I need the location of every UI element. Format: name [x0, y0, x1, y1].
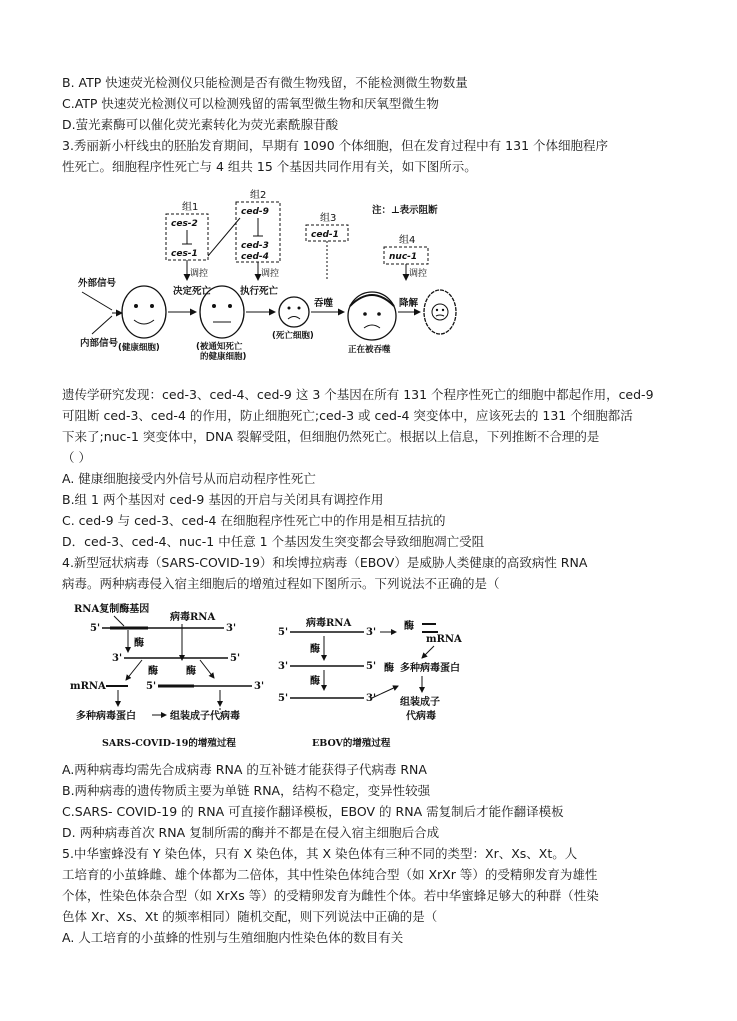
q3-option-d: D．ced-3、ced-4、nuc-1 中任意 1 个基因发生突变都会导致细胞凋亡受阻	[62, 534, 485, 549]
q5-stem-line-3: 个体，性染色体杂合型（如 XrXs 等）的受精卵发育为雌性个体。若中华蜜蜂足够大的种群（性染	[62, 888, 599, 903]
ebov-3prime-mid: 3'	[278, 661, 289, 672]
sars-enzyme-2: 酶	[148, 666, 158, 677]
sars-5prime-top: 5'	[90, 623, 101, 634]
sars-enzyme-3: 酶	[186, 666, 196, 677]
engulfing-cell	[348, 292, 396, 340]
ebov-assemble-line-1: 组装成子	[400, 697, 440, 708]
ebov-replication-diagram	[272, 600, 482, 752]
q3-para-line-1: 遗传学研究发现：ced-3、ced-4、ced-9 这 3 个基因在所有 131 个程序性死亡的细胞中都起作用，ced-9	[62, 387, 654, 402]
ebov-5prime-top: 5'	[278, 627, 289, 638]
group2-label: 组2	[250, 190, 267, 201]
degrade-label: 降解	[399, 298, 419, 309]
decide-death-label: 决定死亡	[173, 286, 212, 297]
q5-stem-line-1: 5.中华蜜蜂没有 Y 染色体，只有 X 染色体，其 X 染色体有三种不同的类型：Xr、Xs、Xt。人	[62, 846, 578, 861]
ebov-5prime-mid: 5'	[366, 661, 377, 672]
ebov-enzyme-right: 酶	[404, 621, 414, 632]
rdrp-gene-label: RNA复制酶基因	[74, 604, 150, 615]
ebov-enzyme-1: 酶	[310, 644, 320, 655]
sars-5prime-bottom: 5'	[146, 681, 157, 692]
gene-ces2: ces-2	[171, 219, 198, 229]
sars-replication-diagram	[66, 600, 276, 752]
ebov-caption: EBOV的增殖过程	[312, 738, 391, 749]
ebov-3prime-bottom: 3'	[366, 693, 377, 704]
q3-para-line-3: 下来了;nuc-1 突变体中，DNA 裂解受阻，但细胞仍然死亡。根据以上信息，下列推断不合理的是	[62, 429, 600, 444]
q2-option-c: C.ATP 快速荧光检测仪可以检测残留的需氧型微生物和厌氧型微生物	[62, 96, 439, 111]
sars-caption: SARS-COVID-19的增殖过程	[102, 738, 236, 749]
notified-cell-caption-1: (被通知死亡	[196, 342, 243, 352]
group1-label: 组1	[182, 202, 199, 213]
q5-stem-line-4: 色体 Xr、Xs、Xt 的频率相同）随机交配，则下列说法中正确的是（	[62, 909, 438, 924]
q3-answer-paren: （ ）	[62, 450, 91, 465]
q2-option-d: D.萤光素酶可以催化荧光素转化为荧光素酰腺苷酸	[62, 117, 339, 132]
being-engulfed-caption: 正在被吞噬	[348, 345, 391, 355]
gene-ces1: ces-1	[171, 249, 198, 259]
sars-3prime-bottom: 3'	[254, 681, 265, 692]
ebov-3prime-top: 3'	[366, 627, 377, 638]
ebov-proteins-label: 多种病毒蛋白	[400, 663, 460, 674]
q2-option-b: B. ATP 快速荧光检测仪只能检测是否有微生物残留，不能检测微生物数量	[62, 75, 468, 90]
sars-viral-rna-label: 病毒RNA	[170, 612, 216, 623]
sars-3prime-mid: 3'	[112, 653, 123, 664]
sars-3prime-top: 3'	[226, 623, 237, 634]
q3-stem-line-1: 3.秀丽新小杆线虫的胚胎发育期间，早期有 1090 个体细胞，但在发育过程中有 131 个体细胞程序	[62, 138, 608, 153]
sars-proteins-label: 多种病毒蛋白	[76, 711, 136, 722]
dead-cell-caption: (死亡细胞)	[272, 331, 314, 341]
q3-option-c: C. ced-9 与 ced-3、ced-4 在细胞程序性死亡中的作用是相互拮抗的	[62, 513, 446, 528]
gene-ced1: ced-1	[311, 230, 339, 240]
group4-label: 组4	[399, 235, 416, 246]
regulate-label-1: 调控	[190, 269, 209, 279]
notified-cell-caption-2: 的健康细胞)	[200, 352, 247, 360]
q3-option-a: A. 健康细胞接受内外信号从而启动程序性死亡	[62, 471, 316, 486]
gene-nuc1: nuc-1	[389, 252, 418, 262]
q4-stem-line-2: 病毒。两种病毒侵入宿主细胞后的增殖过程如下图所示。下列说法不正确的是（	[62, 576, 500, 591]
q5-option-a: A. 人工培育的小茧蜂的性别与生殖细胞内性染色体的数目有关	[62, 930, 404, 945]
external-signal-label: 外部信号	[78, 278, 117, 289]
q4-stem-line-1: 4.新型冠状病毒（SARS-COVID-19）和埃博拉病毒（EBOV）是威胁人类健康的高致病性 RNA	[62, 555, 588, 570]
internal-signal-label: 内部信号	[80, 338, 119, 349]
q4-option-b: B.两种病毒的遗传物质主要为单链 RNA，结构不稳定，变异性较强	[62, 783, 431, 798]
sars-5prime-mid: 5'	[230, 653, 241, 664]
ebov-mrna-label: mRNA	[426, 634, 462, 645]
execute-death-label: 执行死亡	[240, 286, 279, 297]
q4-option-c: C.SARS- COVID-19 的 RNA 可直接作翻译模板，EBOV 的 RNA 需复制后才能作翻译模板	[62, 804, 564, 819]
q3-para-line-2: 可阻断 ced-3、ced-4 的作用，防止细胞死亡;ced-3 或 ced-4 突变体中，应该死去的 131 个细胞都活	[62, 408, 633, 423]
sars-mrna-label: mRNA	[70, 681, 106, 692]
gene-ced4: ced-4	[241, 252, 269, 262]
ebov-5prime-bottom: 5'	[278, 693, 289, 704]
q3-option-b: B.组 1 两个基因对 ced-9 基因的开启与关闭具有调控作用	[62, 492, 384, 507]
ebov-assemble-line-2: 代病毒	[406, 711, 436, 722]
healthy-cell	[122, 286, 166, 338]
q4-option-d: D. 两种病毒首次 RNA 复制所需的酶并不都是在侵入宿主细胞后合成	[62, 825, 440, 840]
q4-option-a: A.两种病毒均需先合成病毒 RNA 的互补链才能获得子代病毒 RNA	[62, 762, 427, 777]
group3-label: 组3	[320, 213, 337, 224]
dead-cell	[279, 297, 309, 327]
gene-ced9: ced-9	[241, 207, 269, 217]
cell-death-diagram	[62, 188, 482, 360]
sars-enzyme-1: 酶	[134, 638, 144, 649]
ebov-enzyme-2: 酶	[384, 663, 394, 674]
q3-stem-line-2: 性死亡。细胞程序性死亡与 4 组共 15 个基因共同作用有关，如下图所示。	[62, 159, 477, 174]
degraded-cell	[424, 290, 456, 334]
blocking-note: 注：⊥表示阻断	[372, 205, 438, 216]
engulf-label: 吞噬	[314, 298, 334, 309]
ebov-viral-rna-label: 病毒RNA	[306, 618, 352, 629]
ebov-enzyme-3: 酶	[310, 676, 320, 687]
regulate-label-2: 调控	[261, 269, 280, 279]
regulate-label-4: 调控	[409, 269, 428, 279]
gene-ced3: ced-3	[241, 241, 269, 251]
healthy-cell-caption: (健康细胞)	[118, 343, 160, 353]
q5-stem-line-2: 工培育的小茧蜂雌、雄个体都为二倍体，其中性染色体纯合型（如 XrXr 等）的受精卵发育为雄性	[62, 867, 598, 882]
sars-assemble-label: 组装成子代病毒	[170, 711, 240, 722]
